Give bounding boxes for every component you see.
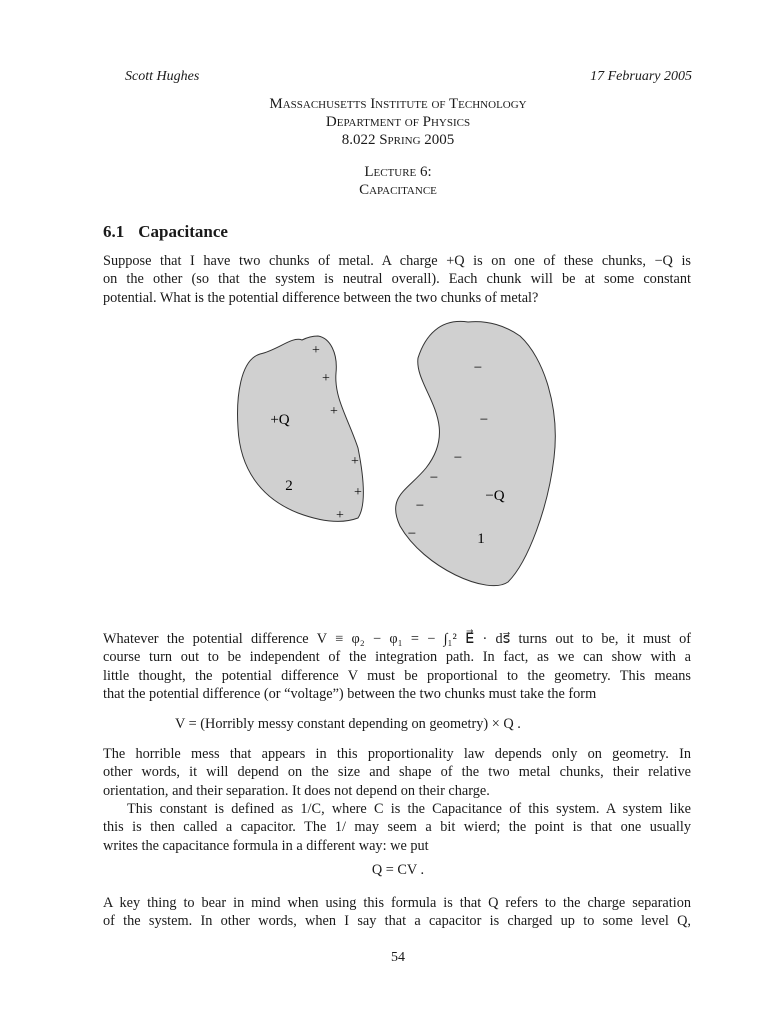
plus-sign: + [354,485,362,500]
intro-paragraph [103,252,691,307]
text-line: writes the capacitance formula in a different way: we put [103,837,429,854]
date: 17 February 2005 [590,69,692,84]
paragraph-charge-separation [103,894,691,931]
text-line: this is then called a capacitor. The 1/ may seem a bit wierd; the point is that one usually [103,819,691,836]
institution-line: Massachusetts Institute of Technology [269,96,527,112]
page-number: 54 [391,950,405,965]
equation-q-cv: Q = CV . [371,862,425,878]
text-line: The horrible mess that appears in this proportionality law depends only on geometry. In [103,746,691,762]
text-line: Suppose that I have two chunks of metal. A charge +Q is on one of these chunks, −Q is [103,253,691,269]
lecture-title: Capacitance [359,182,437,198]
paragraph-potential [103,630,691,704]
equation-voltage: V = (Horribly messy constant depending on geometry) × Q . [175,716,521,732]
text-line: A key thing to bear in mind when using this formula is that Q refers to the charge separation [103,895,691,911]
plus-sign: + [330,404,338,419]
text-line: This constant is defined as 1/C, where C is the Capacitance of this system. A system like [127,801,691,817]
text-line: potential. What is the potential difference between the two chunks of metal? [103,289,539,306]
minus-sign: − [429,470,439,486]
lecture-number: Lecture 6: [364,164,432,180]
minus-sign: − [407,526,417,542]
section-title: Capacitance [138,222,228,241]
author: Scott Hughes [125,69,200,84]
plus-sign: + [336,508,344,523]
text-line: course turn out to be independent of the integration path. In fact, as we can show with a [103,649,691,666]
chunk-2-id-label: 2 [285,478,293,494]
text-line: other words, it will depend on the size and shape of the two metal chunks, their relative [103,764,691,781]
minus-sign: − [415,498,425,514]
plus-sign: + [351,454,359,469]
minus-sign: − [473,360,483,376]
chunk-2-charge-label: +Q [270,412,290,428]
metal-chunk-2 [238,336,364,521]
text-line: orientation, and their separation. It does not depend on their charge. [103,782,490,799]
plus-sign: + [312,343,320,358]
text-line: that the potential difference (or “voltage”) between the two chunks must take the form [103,686,597,703]
text-line: of the system. In other words, when I say that a capacitor is charged up to some level Q, [103,913,691,930]
minus-sign: − [453,450,463,466]
paragraph-capacitance-definition [103,800,691,855]
charged-chunks-figure [230,318,570,600]
text-line: on the other (so that the system is neutral overall). Each chunk will be at some constant [103,271,691,288]
section-heading [103,222,228,242]
section-number: 6.1 [103,222,125,241]
department-line: Department of Physics [325,114,471,130]
text-line: little thought, the potential difference V must be proportional to the geometry. This means [103,667,691,684]
text-line: Whatever the potential difference V ≡ φ₂ − φ₁ = − ∫₁² E⃗ · ds⃗ turns out to be, it must of [103,631,691,647]
course-line: 8.022 Spring 2005 [341,132,455,148]
minus-sign: − [479,412,489,428]
plus-sign: + [322,371,330,386]
chunk-1-id-label: 1 [477,531,485,547]
paragraph-geometry [103,745,691,800]
chunk-1-charge-label: −Q [485,488,505,504]
